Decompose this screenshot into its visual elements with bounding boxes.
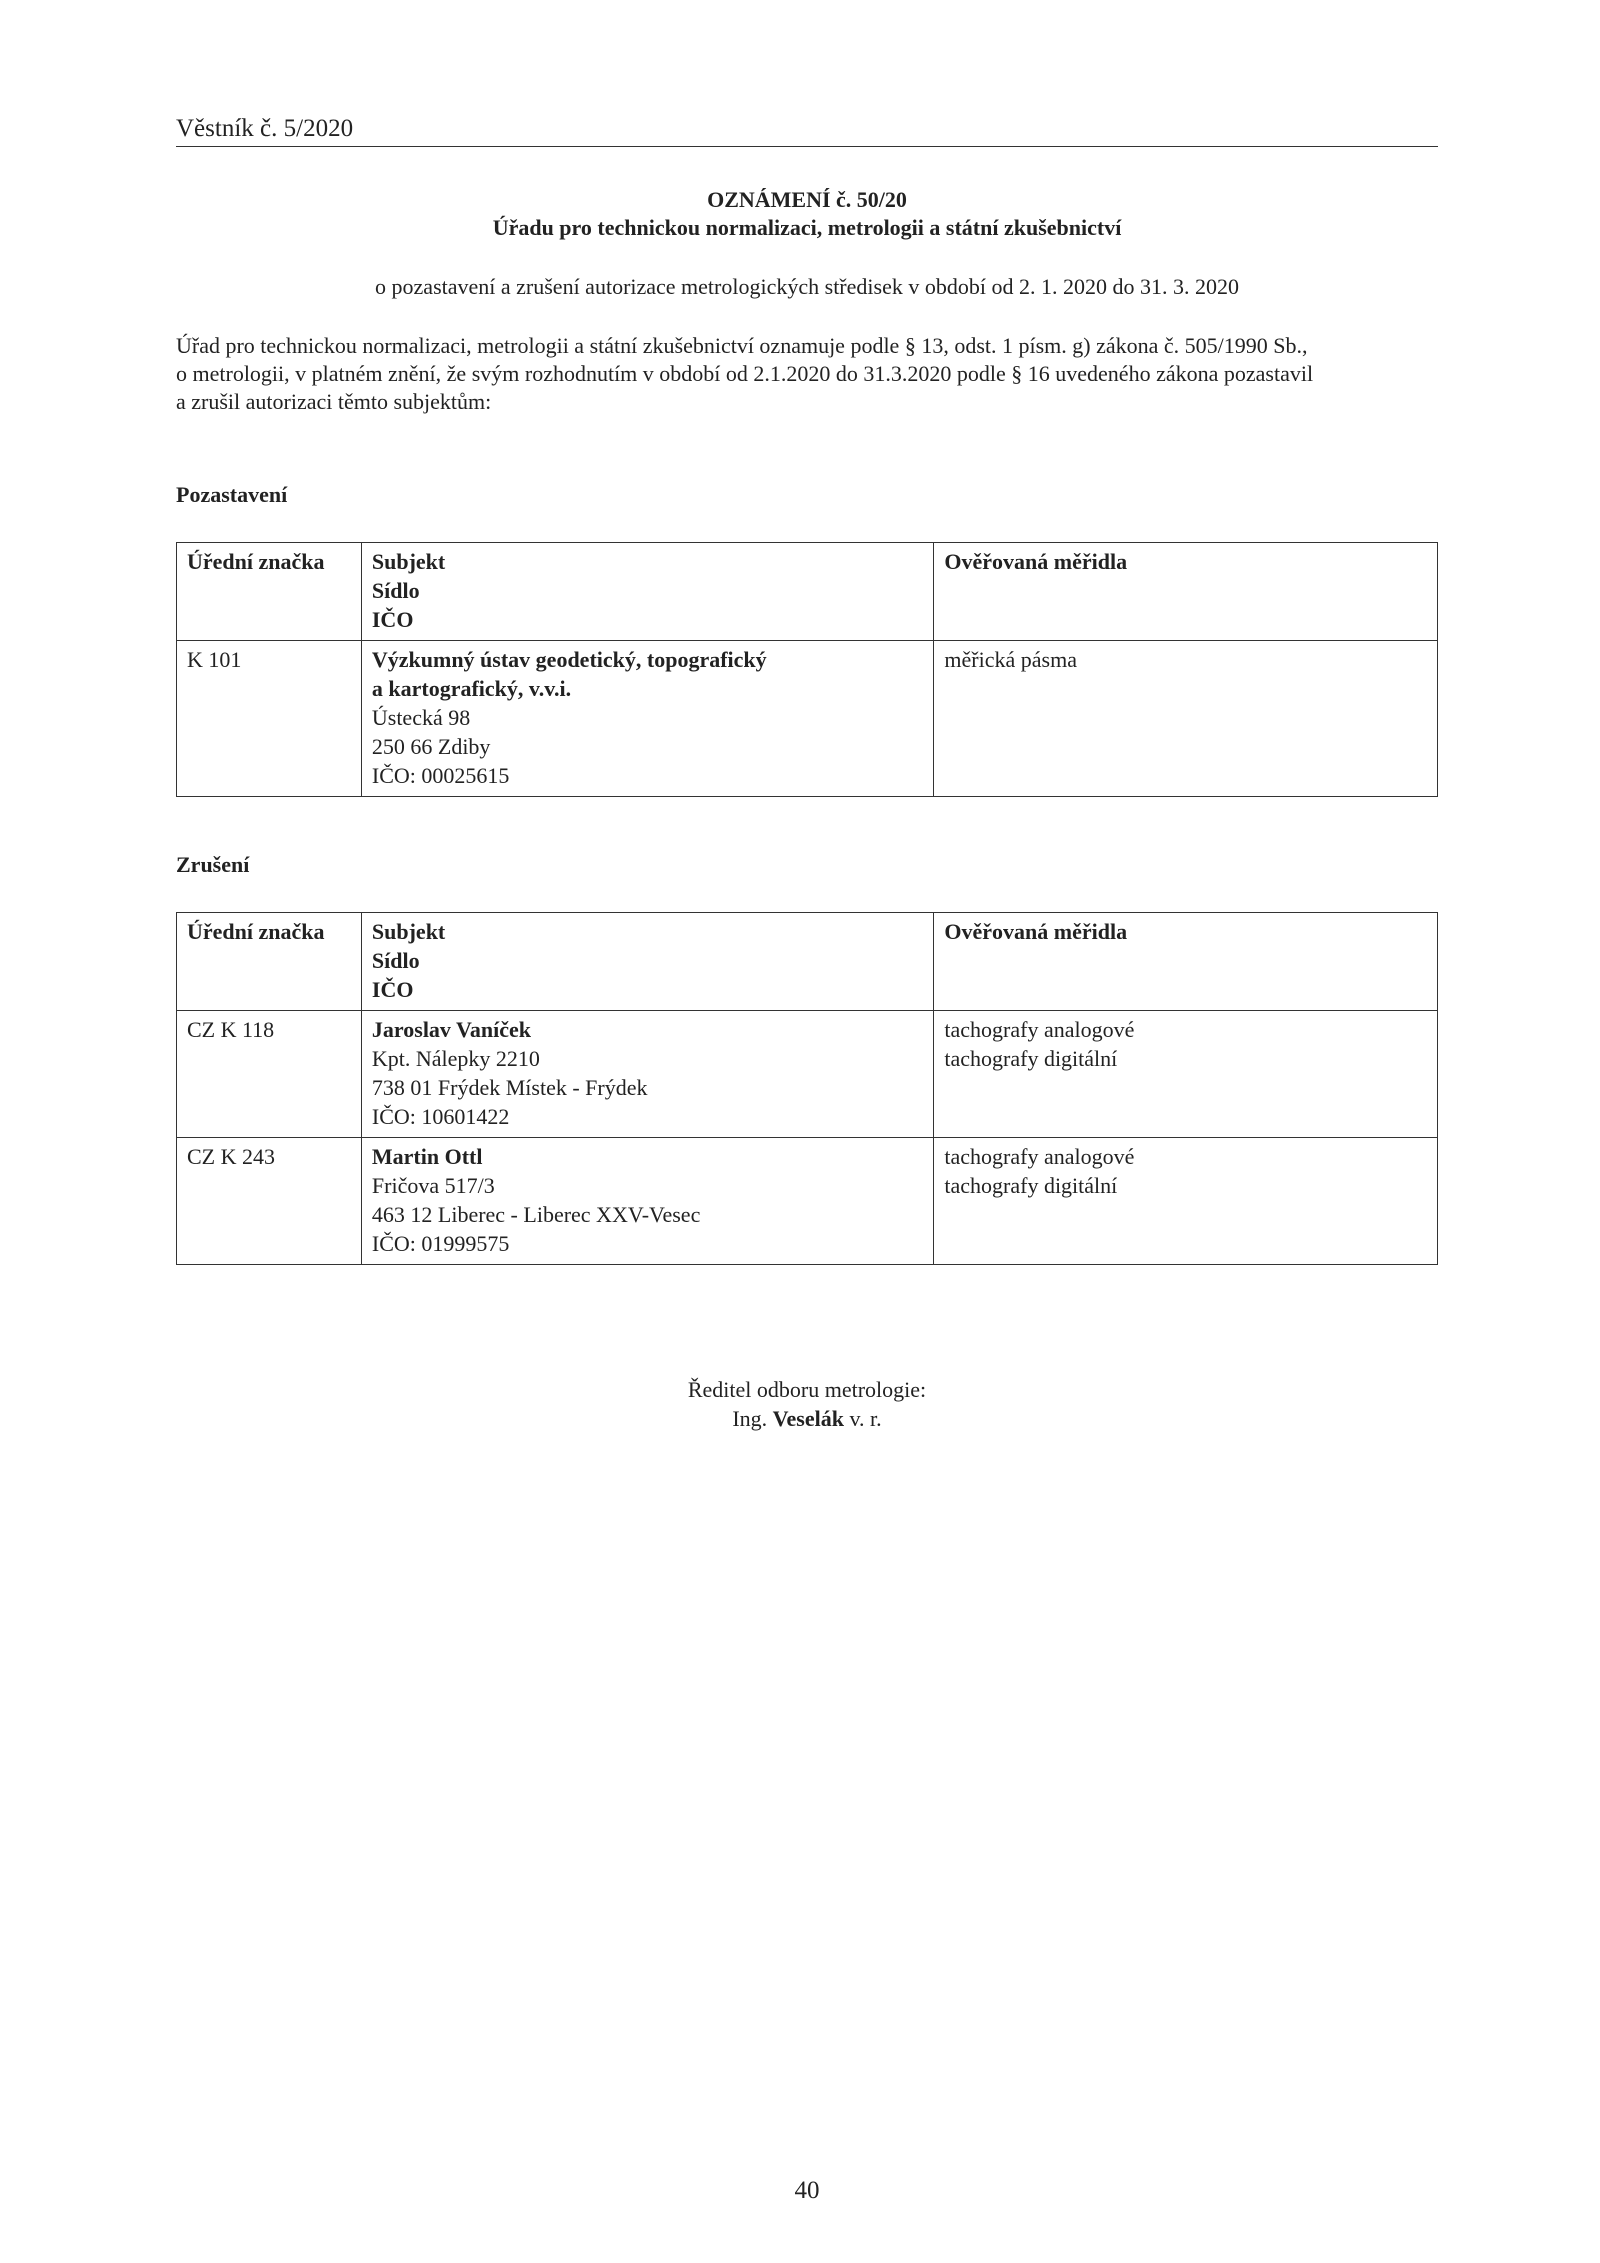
table-header-row [177, 543, 1438, 641]
row-instruments [934, 1011, 1438, 1138]
row-subject [361, 1138, 934, 1265]
subject-name: Martin Ottl [371, 1144, 483, 1169]
running-header: Věstník č. 5/2020 [176, 115, 354, 142]
section-heading-revocation: Zrušení [176, 852, 250, 877]
subject-address: Fričova 517/3 [371, 1173, 495, 1198]
signature-suffix: v. r. [849, 1406, 882, 1431]
header-seat-label: Sídlo [371, 578, 420, 603]
header-ico-label: IČO [371, 607, 414, 632]
header-ico-label: IČO [371, 977, 414, 1002]
header-code: Úřední značka [177, 543, 362, 641]
subject-address: Ústecká 98 [371, 705, 471, 730]
intro-line: Úřad pro technickou normalizaci, metrologii a státní zkušebnictví oznamuje podle § 13, odst. 1 písm. g) zákona č. 505/1990 Sb., [176, 333, 1308, 358]
subject-address: Kpt. Nálepky 2210 [371, 1046, 540, 1071]
notice-title [176, 186, 1438, 242]
revocation-table [176, 912, 1438, 1265]
header-instruments: Ověřovaná měřidla [934, 913, 1438, 1011]
signature-role: Ředitel odboru metrologie: [687, 1377, 927, 1402]
row-instruments [934, 1138, 1438, 1265]
instrument: tachografy analogové [944, 1144, 1135, 1169]
instrument: tachografy analogové [944, 1017, 1135, 1042]
subject-address: 738 01 Frýdek Místek - Frýdek [371, 1075, 648, 1100]
subject-name: a kartografický, v.v.i. [371, 676, 572, 701]
header-instruments: Ověřovaná měřidla [934, 543, 1438, 641]
row-instruments [934, 641, 1438, 797]
subject-ico: IČO: 01999575 [371, 1231, 510, 1256]
subject-name: Výzkumný ústav geodetický, topografický [371, 647, 767, 672]
header-rule [176, 146, 1438, 147]
table-row [177, 1138, 1438, 1265]
signature-prefix: Ing. [732, 1406, 768, 1431]
subject-name: Jaroslav Vaníček [371, 1017, 532, 1042]
signature-name [176, 1404, 1438, 1433]
signature-block [176, 1375, 1438, 1433]
instrument: tachografy digitální [944, 1173, 1118, 1198]
header-seat-label: Sídlo [371, 948, 420, 973]
notice-title-line1: OZNÁMENÍ č. 50/20 [707, 187, 907, 212]
intro-paragraph [176, 332, 1438, 416]
subject-address: 250 66 Zdiby [371, 734, 491, 759]
subject-ico: IČO: 10601422 [371, 1104, 510, 1129]
signature-surname: Veselák [772, 1406, 844, 1431]
instrument: tachografy digitální [944, 1046, 1118, 1071]
intro-line: o metrologii, v platném znění, že svým rozhodnutím v období od 2.1.2020 do 31.3.2020 podle § 16 uvedeného zákona pozastavil [176, 361, 1314, 386]
header-subject [361, 543, 934, 641]
row-subject [361, 1011, 934, 1138]
table-header-row [177, 913, 1438, 1011]
page-number: 40 [794, 2177, 820, 2204]
row-code: CZ K 243 [177, 1138, 362, 1265]
suspension-table [176, 542, 1438, 797]
row-subject [361, 641, 934, 797]
instrument: měřická pásma [944, 647, 1077, 672]
header-subject [361, 913, 934, 1011]
row-code: K 101 [177, 641, 362, 797]
section-heading-suspension: Pozastavení [176, 482, 288, 507]
notice-title-line2: Úřadu pro technickou normalizaci, metrologii a státní zkušebnictví [492, 215, 1122, 240]
table-row [177, 1011, 1438, 1138]
notice-subtitle: o pozastavení a zrušení autorizace metrologických středisek v období od 2. 1. 2020 do 31. 3. 2020 [375, 274, 1239, 299]
row-code: CZ K 118 [177, 1011, 362, 1138]
intro-line: a zrušil autorizaci těmto subjektům: [176, 389, 492, 414]
header-code: Úřední značka [177, 913, 362, 1011]
subject-address: 463 12 Liberec - Liberec XXV-Vesec [371, 1202, 701, 1227]
header-subject-label: Subjekt [371, 549, 446, 574]
subject-ico: IČO: 00025615 [371, 763, 510, 788]
header-subject-label: Subjekt [371, 919, 446, 944]
table-row [177, 641, 1438, 797]
